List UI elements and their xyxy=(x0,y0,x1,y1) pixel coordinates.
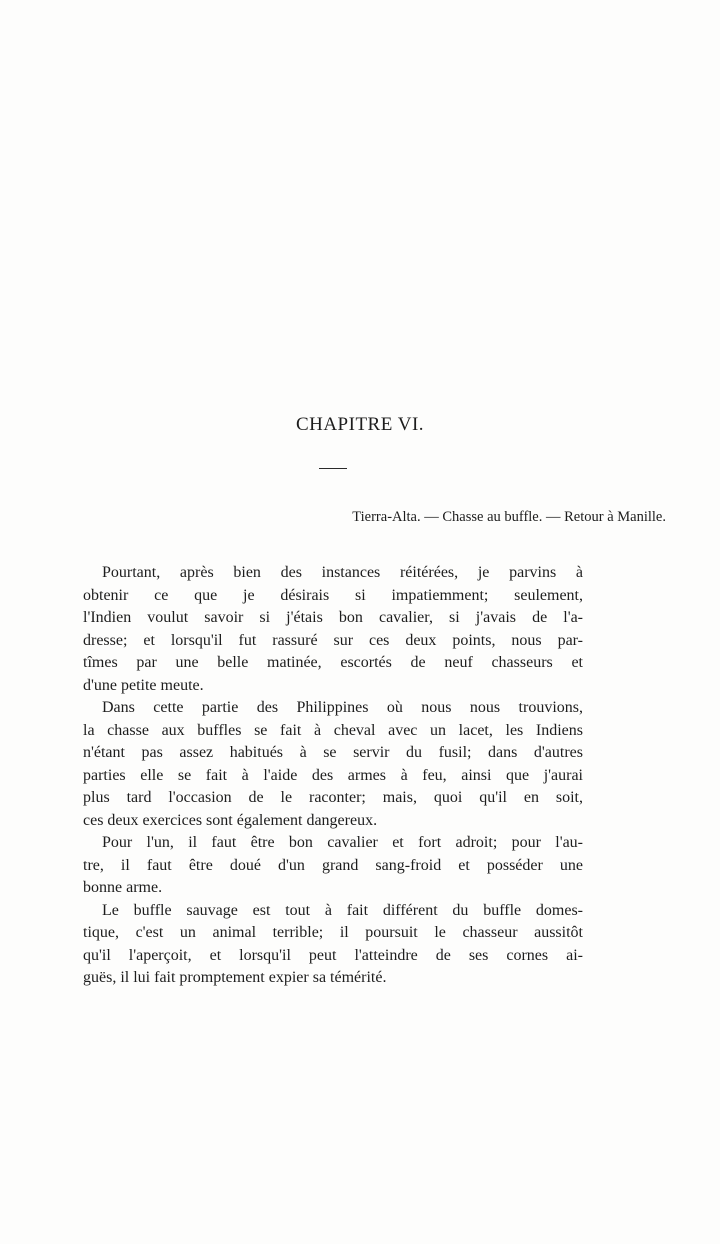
text-line: la chasse aux buffles se fait à cheval avec un lacet, les Indiens xyxy=(83,721,583,739)
text-line: Pour l'un, il faut être bon cavalier et fort adroit; pour l'au- xyxy=(102,834,583,851)
chapter-body xyxy=(83,562,583,990)
chapter-summary: Tierra-Alta. — Chasse au buffle. — Retour à Manille. xyxy=(352,509,666,525)
text-line: l'Indien voulut savoir si j'étais bon cavalier, si j'avais de l'a- xyxy=(83,609,583,626)
chapter-title: CHAPITRE VI. xyxy=(295,414,425,435)
text-line: n'étant pas assez habitués à se servir du fusil; dans d'autres xyxy=(83,744,583,761)
text-line: Le buffle sauvage est tout à fait différent du buffle domes- xyxy=(102,901,583,919)
text-line: dresse; et lorsqu'il fut rassuré sur ces deux points, nous par- xyxy=(83,631,583,649)
text-line: ces deux exercices sont également dangereux. xyxy=(83,811,378,829)
text-line: guës, il lui fait promptement expier sa témérité. xyxy=(83,969,387,986)
paragraph xyxy=(83,697,583,832)
text-line: qu'il l'aperçoit, et lorsqu'il peut l'atteindre de ses cornes ai- xyxy=(83,946,583,964)
text-line: tique, c'est un animal terrible; il poursuit le chasseur aussitôt xyxy=(83,924,583,941)
text-line: d'une petite meute. xyxy=(83,676,204,694)
text-line: tîmes par une belle matinée, escortés de neuf chasseurs et xyxy=(83,654,583,671)
text-line: obtenir ce que je désirais si impatiemment; seulement, xyxy=(83,586,583,604)
paragraph xyxy=(83,900,583,990)
paragraph xyxy=(83,832,583,900)
text-line: bonne arme. xyxy=(83,879,163,896)
paragraph xyxy=(83,562,583,697)
text-line: plus tard l'occasion de le raconter; mais, quoi qu'il en soit, xyxy=(83,789,583,806)
text-line: parties elle se fait à l'aide des armes à feu, ainsi que j'aurai xyxy=(83,766,583,784)
title-divider xyxy=(319,468,347,469)
text-line: Pourtant, après bien des instances réitérées, je parvins à xyxy=(102,564,583,581)
text-line: tre, il faut être doué d'un grand sang-froid et posséder une xyxy=(83,856,583,874)
text-line: Dans cette partie des Philippines où nous nous trouvions, xyxy=(102,699,583,716)
